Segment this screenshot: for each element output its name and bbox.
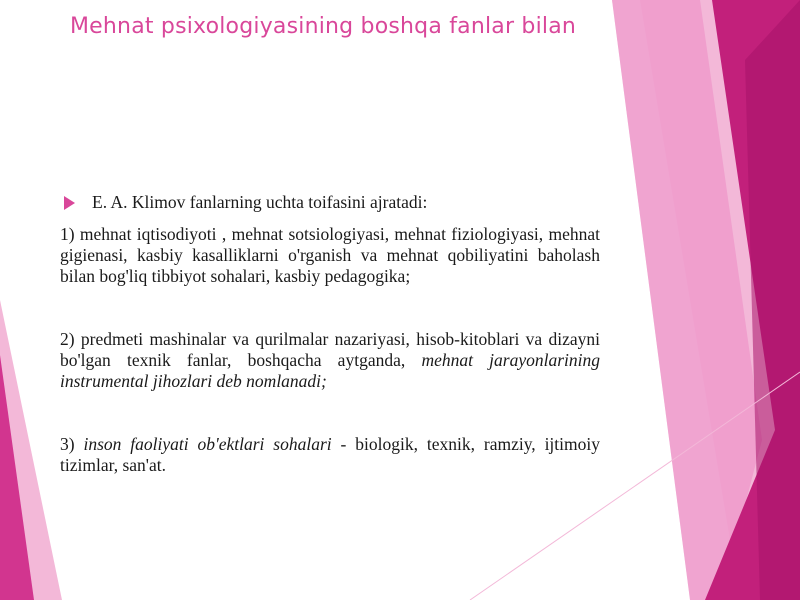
- triangle-bullet-icon: [64, 196, 75, 210]
- category-1-paragraph: 1) mehnat iqtisodiyoti , mehnat sotsiologiyasi, mehnat fiziologiyasi, mehnat gigienasi, kasbiy kasalliklarni o'rganish va mehnat qobiliyatini baholash bilan bog'liq tibbiyot sohalari, kasbiy pedagogika;: [60, 224, 600, 286]
- category-2-text: 2) predmeti mashinalar va qurilmalar nazariyasi, hisob-kitoblari va dizayni bo'lgan texnik fanlar, boshqacha aytganda,: [60, 329, 600, 370]
- category-3-paragraph: [60, 434, 600, 476]
- slide-title: Mehnat psixologiyasining boshqa fanlar bilan: [70, 14, 577, 39]
- category-3-text: - biologik, texnik, ramziy, ijtimoiy tizimlar, san'at.: [60, 434, 600, 475]
- category-3-italic: inson faoliyati ob'ektlari sohalari: [83, 434, 332, 454]
- category-3-number: 3): [60, 434, 84, 454]
- bullet-item: [60, 192, 600, 213]
- bullet-text: E. A. Klimov fanlarning uchta toifasini ajratadi:: [92, 192, 428, 212]
- slide-content: [60, 192, 600, 476]
- category-2-italic: mehnat jarayonlarining instrumental jihozlari deb nomlanadi;: [60, 350, 600, 391]
- category-2-paragraph: [60, 329, 600, 392]
